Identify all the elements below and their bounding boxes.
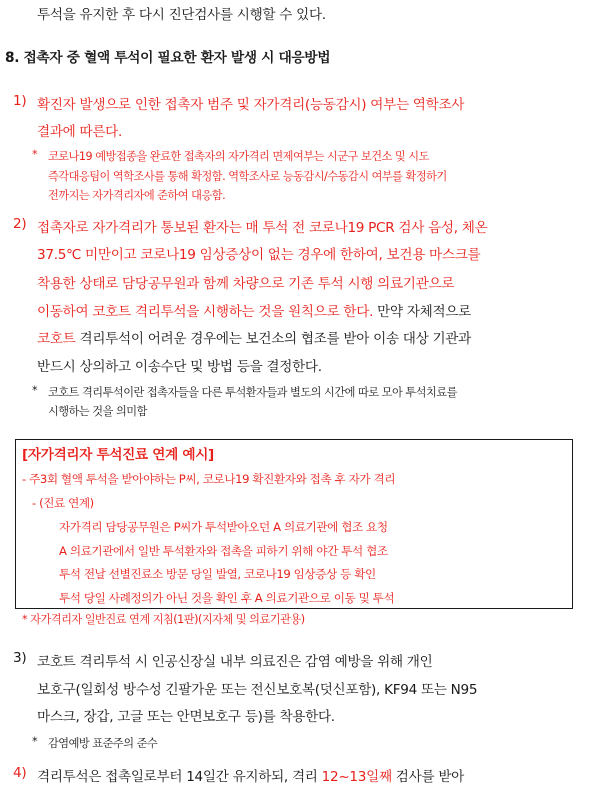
item-3-line-1: 코호트 격리투석 시 인공신장실 내부 의료진은 감염 예방을 위해 개인 <box>37 654 433 670</box>
item-2-line-6: 반드시 상의하고 이송수단 및 방법 등을 결정한다. <box>37 359 322 375</box>
item-2-line-2: 37.5℃ 미만이고 코로나19 임상증상이 없는 경우에 한하여, 보건용 마스크를 <box>37 247 481 263</box>
item-2-line-4-red: 이동하여 코호트 격리투석을 시행하는 것을 원칙으로 한다. <box>37 304 374 320</box>
example-box-title: [자가격리자 투석진료 연계 예시] <box>22 447 214 463</box>
item-2-line-4 <box>37 300 582 320</box>
item-4-line-1 <box>37 765 582 785</box>
example-box-line-1: - 주3회 혈액 투석을 받아야하는 P씨, 코로나19 확진환자와 접촉 후 자가 격리 <box>22 472 396 486</box>
section-heading: 8. 접촉자 중 혈액 투석이 필요한 환자 발생 시 대응방법 <box>5 50 331 66</box>
item-1-note-line-2: 즉각대응팀이 역학조사를 통해 확정함. 역학조사로 능동감시/수동감시 여부를 확정하기 <box>48 170 447 183</box>
item-1-line-2: 결과에 따른다. <box>37 124 123 140</box>
item-4-line-1-red: 12~13일째 <box>321 769 392 785</box>
example-box-line-3: 자가격리 담당공무원은 P씨가 투석받아오던 A 의료기관에 협조 요청 <box>59 520 388 534</box>
item-number: 4) <box>13 765 27 781</box>
item-1-line-1: 확진자 발생으로 인한 접촉자 범주 및 자가격리(능동감시) 여부는 역학조사 <box>37 97 465 113</box>
item-1-note-line-1: 코로나19 예방접종을 완료한 접촉자의 자가격리 면제여부는 시군구 보건소 및 시도 <box>48 150 429 163</box>
item-2-line-4-black: 만약 자체적으로 <box>373 304 471 320</box>
continuation-text: 투석을 유지한 후 다시 진단검사를 시행할 수 있다. <box>37 7 326 23</box>
item-1-note-line-3: 전까지는 자가격리자에 준하여 대응함. <box>48 189 226 202</box>
example-box-line-5: 투석 전날 선별진료소 방문 당일 발열, 코로나19 임상증상 등 확인 <box>59 567 376 581</box>
note-mark: * <box>32 735 38 748</box>
item-2-line-5-black: 격리투석이 어려운 경우에는 보건소의 협조를 받아 이송 대상 기관과 <box>75 331 471 347</box>
item-3-line-3: 마스크, 장갑, 고글 또는 안면보호구 등)를 착용한다. <box>37 709 335 725</box>
example-box-line-2: - (진료 연계) <box>32 496 94 510</box>
note-mark: * <box>32 148 38 161</box>
item-2-note-line-2: 시행하는 것을 의미함 <box>48 405 147 418</box>
note-mark: * <box>32 384 38 397</box>
item-2-line-3: 착용한 상태로 담당공무원과 함께 차량으로 기존 투석 시행 의료기관으로 <box>37 276 455 292</box>
item-2-line-5 <box>37 327 582 347</box>
item-number: 3) <box>13 650 27 666</box>
item-2-note-line-1: 코호트 격리투석이란 접촉자들을 다른 투석환자들과 별도의 시간에 따로 모아 투석치료를 <box>48 386 457 399</box>
example-box-line-6: 투석 당일 사례정의가 아닌 것을 확인 후 A 의료기관으로 이동 및 투석 <box>59 591 395 605</box>
example-box-source-note: * 자가격리자 일반진료 연계 지침(1판)(지자체 및 의료기관용) <box>22 613 305 626</box>
item-2-line-5-red: 코호트 <box>37 331 76 347</box>
item-3-note-line-1: 감염예방 표준주의 준수 <box>48 737 158 750</box>
item-3-line-2: 보호구(일회성 방수성 긴팔가운 또는 전신보호복(덧신포함), KF94 또는 N95 <box>37 682 478 698</box>
item-4-line-1-part-a: 격리투석은 접촉일로부터 14일간 유지하되, 격리 <box>37 769 322 785</box>
item-number: 1) <box>13 93 27 109</box>
item-number: 2) <box>13 216 27 232</box>
item-4-line-1-part-b: 검사를 받아 <box>391 769 464 785</box>
example-box-line-4: A 의료기관에서 일반 투석환자와 접촉을 피하기 위해 야간 투석 협조 <box>59 544 388 558</box>
item-2-line-1: 접촉자로 자가격리가 통보된 환자는 매 투석 전 코로나19 PCR 검사 음성, 체온 <box>37 220 488 236</box>
